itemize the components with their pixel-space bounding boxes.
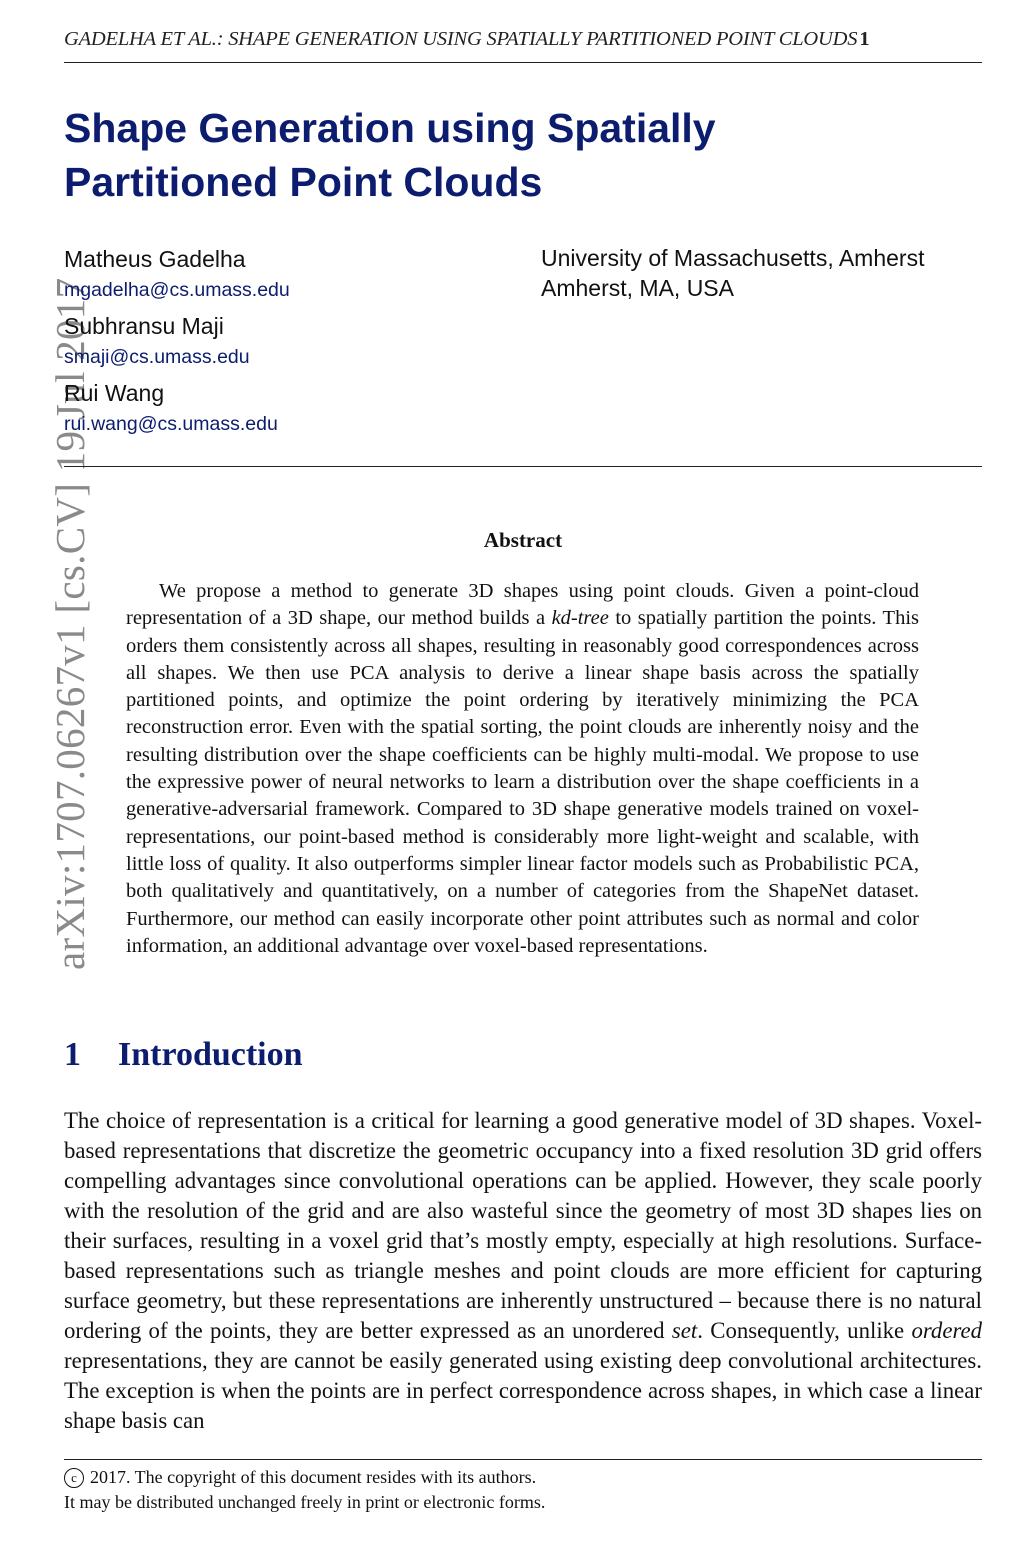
- section-heading: [64, 1036, 303, 1074]
- page-number: 1: [859, 28, 870, 50]
- abstract-heading: Abstract: [483, 528, 563, 552]
- running-header: [64, 28, 982, 51]
- title-line-1: Shape Generation using Spatially: [64, 105, 716, 151]
- section-number: 1: [64, 1036, 81, 1073]
- introduction-paragraph: The choice of representation is a critical for learning a good generative model of 3D shapes. Voxel-based representations that discretize the geometric occupancy into a fixed resolution 3D grid offers compelling advantages since convolutional operations can be applied. However, they scale poorly with the resolution of the grid and are also wasteful since the geometry of most 3D shapes lies on their surfaces, resulting in a voxel grid that’s mostly empty, especially at high resolutions. Surface-based representations such as triangle meshes and point clouds are more efficient for capturing surface geometry, but these representations are inherently unstructured – because there is no natural ordering of the points, they are better expressed as an unordered set. Consequently, unlike ordered representations, they are cannot be easily generated using existing deep convolutional architectures. The exception is when the points are in perfect correspondence across shapes, in which case a linear shape basis can: [64, 1108, 982, 1433]
- author-list: [64, 243, 290, 444]
- affiliation: [541, 243, 924, 303]
- affiliation-line-2: Amherst, MA, USA: [541, 275, 734, 301]
- affiliation-line-1: University of Massachusetts, Amherst: [541, 245, 925, 271]
- author-name: Rui Wang: [64, 380, 165, 406]
- running-title: GADELHA ET AL.: SHAPE GENERATION USING SPATIALLY PARTITIONED POINT CLOUDS: [64, 28, 858, 50]
- author-email-link[interactable]: smaji@cs.umass.edu: [64, 346, 250, 368]
- kd-tree-term: kd-tree: [551, 607, 609, 630]
- author-name: Matheus Gadelha: [64, 246, 246, 272]
- author-email-link[interactable]: rui.wang@cs.umass.edu: [64, 413, 278, 435]
- header-rule: [64, 62, 982, 63]
- section-title: Introduction: [118, 1036, 303, 1073]
- author-block-rule: [64, 466, 982, 467]
- title-line-2: Partitioned Point Clouds: [64, 159, 543, 205]
- footnote-line-1: 2017. The copyright of this document resides with its authors.: [90, 1467, 537, 1487]
- abstract-paragraph: We propose a method to generate 3D shapes using point clouds. Given a point-cloud representation of a 3D shape, our method builds a kd-tree to spatially partition the points. This orders them consistently across all shapes, resulting in reasonably good correspondences across all shapes. We then use PCA analysis to derive a linear shape basis across the spatially partitioned points, and optimize the point ordering by iteratively minimizing the PCA reconstruction error. Even with the spatial sorting, the point clouds are inherently noisy and the resulting distribution over the shape coefficients can be highly multi-modal. We propose to use the expressive power of neural networks to learn a distribution over the shape coefficients in a generative-adversarial framework. Compared to 3D shape generative models trained on voxel-representations, our point-based method is considerably more light-weight and scalable, with little loss of quality. It also outperforms simpler linear factor models such as Probabilistic PCA, both qualitatively and quantitatively, on a number of categories from the ShapeNet dataset. Furthermore, our method can easily incorporate other point attributes such as normal and color information, an additional advantage over voxel-based representations.: [126, 580, 919, 957]
- footnote-rule: [64, 1459, 982, 1460]
- copyright-icon: c: [64, 1468, 84, 1488]
- abstract-body: [126, 578, 919, 960]
- author-email-link[interactable]: mgadelha@cs.umass.edu: [64, 279, 290, 301]
- arxiv-stamp: arXiv:1707.06267v1 [cs.CV] 19 Jul 2017: [47, 277, 93, 970]
- paper-title: [64, 101, 824, 209]
- introduction-body: [64, 1106, 982, 1436]
- author-name: Subhransu Maji: [64, 313, 224, 339]
- footnote-line-2: It may be distributed unchanged freely in print or electronic forms.: [64, 1492, 546, 1512]
- copyright-footnote: [64, 1465, 545, 1515]
